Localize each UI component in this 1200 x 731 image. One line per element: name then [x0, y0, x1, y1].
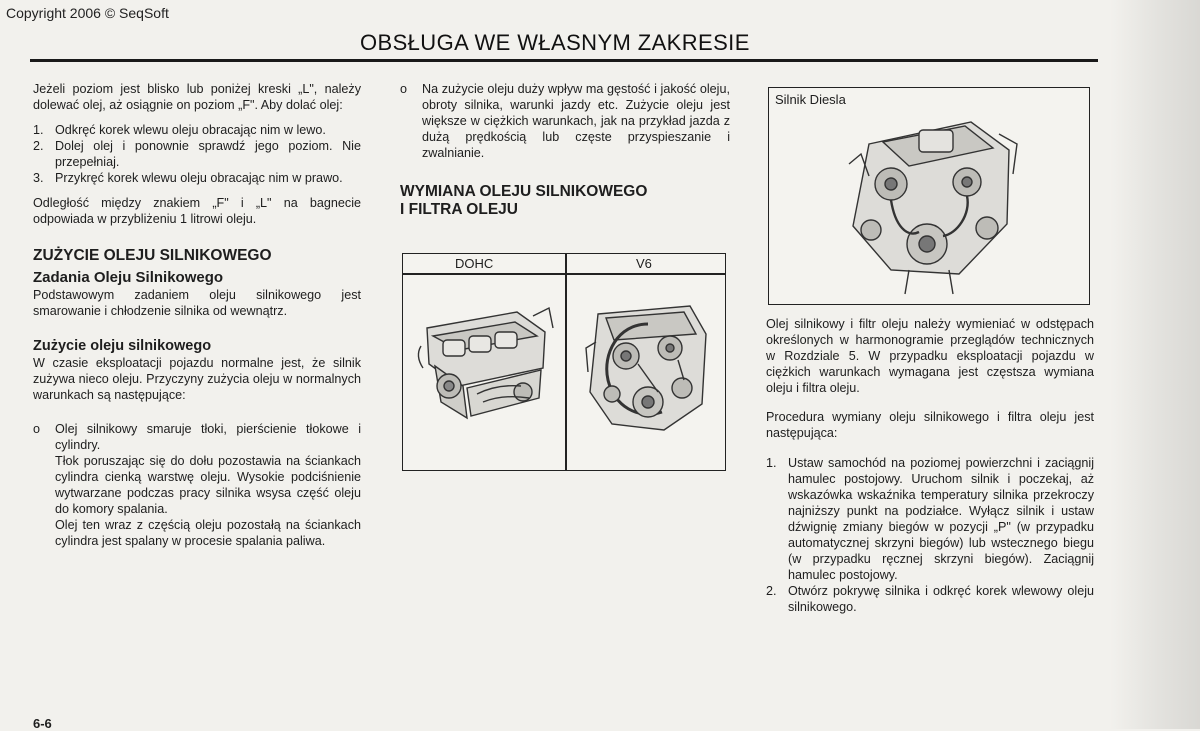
bullet-continuation: Olej ten wraz z częścią oleju pozostałą na ściankach cylindra jest spalany w procesie spalania paliwa. [55, 518, 361, 548]
engine-figure-table [402, 253, 726, 471]
consumption-bullets [33, 421, 361, 549]
figure-caption: Silnik Diesla [775, 92, 846, 107]
column-left [33, 81, 361, 549]
list-item [33, 421, 361, 453]
dipstick-distance-paragraph: Odległość między znakiem „F" i „L" na bagnecie odpowiada w przybliżeniu 1 litrowi oleju. [33, 196, 361, 226]
consumption-paragraph: W czasie eksploatacji pojazdu normalne jest, że silnik zużywa nieco oleju. Przyczyny zużycia oleju w normalnych warunkach są następujące: [33, 356, 361, 402]
change-interval-paragraph: Olej silnikowy i filtr oleju należy wymieniać w odstępach określonych w harmonogramie przeglądów technicznych w Rozdziale 5. W przypadku eksploatacji pojazdu w ciężkich warunkach wymagana jest częstsza wymiana oleju i filtra oleju. [766, 317, 1094, 395]
consumption-bullets-continued [400, 81, 730, 161]
step-text: Ustaw samochód na poziomej powierzchni i zaciągnij hamulec postojowy. Uruchom silnik i poczekaj, aż wskazówka wskaźnika temperatury silnika przekroczy najniższy punkt na podziałce. Wyłącz silnik i ustaw dźwignię zmiany biegów w pozycji „P" (w przypadku automatycznej skrzyni biegów) lub wstecznego biegu (w przypadku ręcznej skrzyni biegów). Zaciągnij hamulec postojowy. [788, 456, 1094, 582]
section-heading-line: I FILTRA OLEJU [400, 201, 518, 218]
subsection-heading: Zadania Oleju Silnikowego [33, 269, 224, 286]
oil-tasks-paragraph: Podstawowym zadaniem oleju silnikowego jest smarowanie i chłodzenie silnika od wewnątrz. [33, 288, 361, 318]
section-heading [400, 183, 730, 219]
bullet-continuation: Tłok poruszając się do dołu pozostawia na ściankach cylindra cienką warstwę oleju. Wysokie podciśnienie wytwarzane podczas pracy silnika wsysa część oleju do komory spalania. [55, 454, 361, 516]
step-text: Dolej olej i ponownie sprawdź jego poziom. Nie przepełniaj. [55, 139, 361, 169]
oil-change-steps [766, 455, 1094, 615]
list-item [766, 583, 1094, 615]
list-item [33, 170, 361, 186]
page-edge-shadow [1110, 0, 1200, 729]
section-heading-line: WYMIANA OLEJU SILNIKOWEGO [400, 183, 648, 200]
column-right [766, 316, 1094, 615]
dohc-engine-illustration [413, 294, 558, 434]
step-text: Otwórz pokrywę silnika i odkręć korek wlewowy oleju silnikowego. [788, 584, 1094, 614]
step-number: 2. [766, 584, 777, 598]
table-header-dohc: DOHC [455, 256, 494, 271]
procedure-intro: Procedura wymiany oleju silnikowego i filtra oleju jest następująca: [766, 410, 1094, 440]
table-divider [565, 254, 567, 470]
step-number: 3. [33, 171, 44, 185]
bullet-mark: o [400, 82, 408, 96]
step-number: 1. [33, 123, 44, 137]
list-item [400, 81, 730, 161]
v6-engine-illustration [578, 284, 718, 444]
copyright-notice: Copyright 2006 © SeqSoft [6, 5, 169, 21]
step-text: Odkręć korek wlewu oleju obracając nim w lewo. [55, 123, 326, 137]
page-number: 6-6 [33, 716, 52, 731]
refill-steps [33, 122, 361, 186]
bullet-text: Olej silnikowy smaruje tłoki, pierścienie tłokowe i cylindry. [55, 422, 361, 452]
bullet-text: Na zużycie oleju duży wpływ ma gęstość i jakość oleju, obroty silnika, warunki jazdy etc. Zużycie oleju jest większe w ciężkich warunkach, jak na przykład jazda z dużą prędkością lub częste przyspieszanie i zwalnianie. [422, 82, 730, 160]
bullet-mark: o [33, 422, 41, 436]
header-rule [30, 59, 1098, 62]
table-header-rule [403, 273, 725, 275]
step-number: 2. [33, 139, 44, 153]
page-title: OBSŁUGA WE WŁASNYM ZAKRESIE [360, 30, 750, 55]
subsection-heading: Zużycie oleju silnikowego [33, 338, 212, 354]
list-item [33, 138, 361, 170]
table-header-v6: V6 [636, 256, 652, 271]
section-heading: ZUŻYCIE OLEJU SILNIKOWEGO [33, 247, 272, 264]
diesel-engine-illustration [839, 104, 1029, 300]
intro-paragraph: Jeżeli poziom jest blisko lub poniżej kreski „L", należy dolewać olej, aż osiągnie on poziom „F". Aby dolać olej: [33, 82, 361, 112]
step-text: Przykręć korek wlewu oleju obracając nim w prawo. [55, 171, 343, 185]
column-middle [400, 81, 730, 219]
list-item [33, 122, 361, 138]
diesel-engine-figure [768, 87, 1090, 305]
step-number: 1. [766, 456, 777, 470]
list-item [766, 455, 1094, 583]
